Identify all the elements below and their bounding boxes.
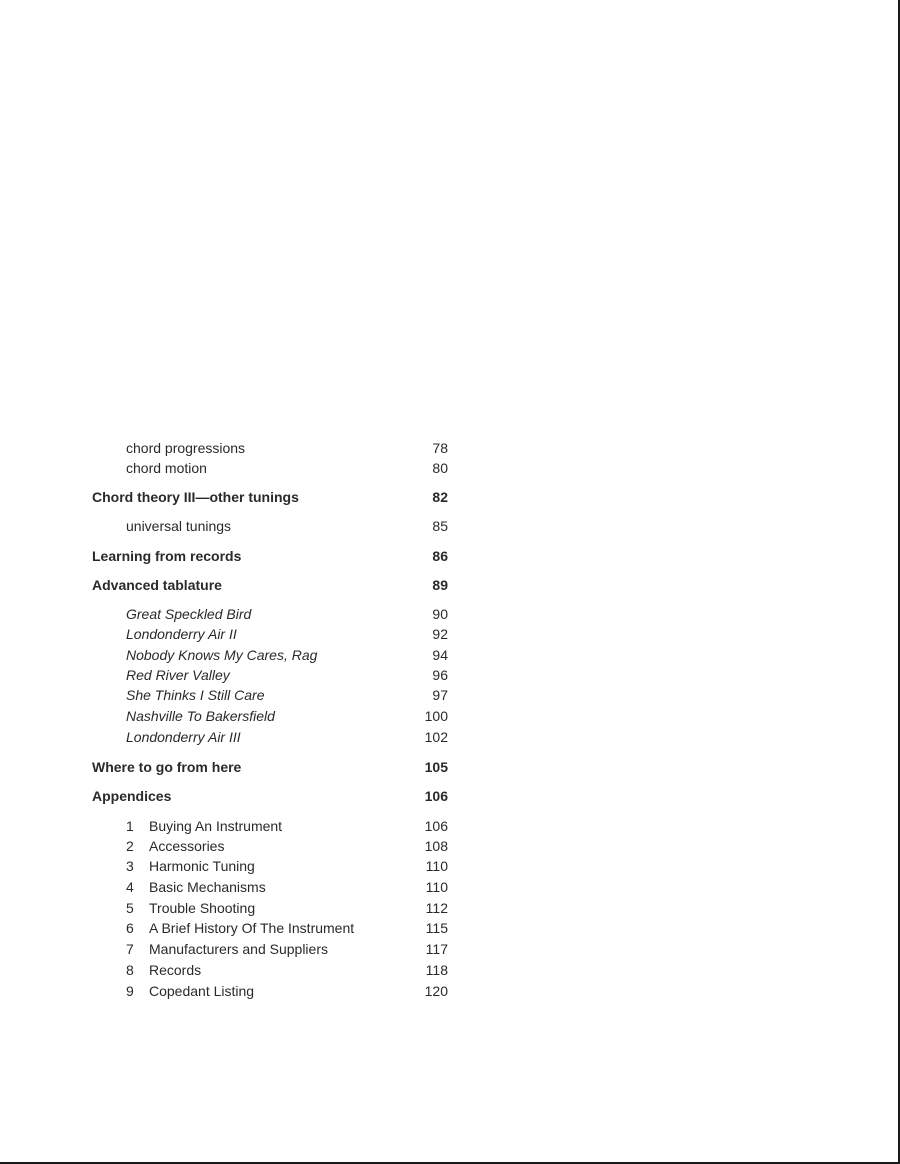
toc-entry-nashville-to-bakersfield [92, 706, 448, 726]
toc-entry-universal-tunings [92, 516, 448, 536]
appendix-page: 115 [425, 920, 448, 936]
appendix-page: 112 [425, 900, 448, 916]
toc-entry-label: chord progressions [126, 440, 246, 456]
toc-entry-page: 92 [432, 626, 448, 642]
toc-entry-label: chord motion [126, 460, 207, 476]
appendix-item [92, 898, 448, 918]
appendix-number: 3 [126, 858, 134, 874]
appendix-number: 2 [126, 838, 134, 854]
toc-entry-label: Learning from records [92, 548, 242, 564]
appendix-number: 4 [126, 879, 134, 895]
appendix-item [92, 918, 448, 938]
toc-entry-page: 78 [432, 440, 448, 456]
toc-entry-page: 90 [432, 606, 448, 622]
toc-entry-label: Nobody Knows My Cares, Rag [126, 647, 318, 663]
appendix-label: Harmonic Tuning [149, 858, 255, 874]
appendix-page: 108 [424, 838, 448, 854]
toc-entry-label: Appendices [92, 788, 172, 804]
toc-entry-page: 85 [432, 518, 448, 534]
appendix-item [92, 981, 448, 1001]
appendix-number: 6 [126, 920, 134, 936]
appendix-page: 110 [425, 879, 448, 895]
toc-entry-label: Chord theory III—other tunings [92, 489, 299, 505]
toc-entry-londonderry-air-ii [92, 624, 448, 644]
toc-entry-label: Nashville To Bakersfield [126, 708, 275, 724]
appendix-label: Basic Mechanisms [149, 879, 266, 895]
toc-entry-nobody-knows-my-cares [92, 645, 448, 665]
toc-entry-page: 86 [432, 548, 448, 564]
toc-entry-label: Great Speckled Bird [126, 606, 252, 622]
appendix-label: Buying An Instrument [149, 818, 283, 834]
toc-entry-advanced-tablature [92, 575, 448, 595]
toc-entry-great-speckled-bird [92, 604, 448, 624]
appendix-label: A Brief History Of The Instrument [149, 920, 355, 936]
toc-entry-page: 105 [424, 759, 448, 775]
toc-entry-page: 97 [432, 687, 448, 703]
appendix-item [92, 856, 448, 876]
toc-entry-label: Advanced tablature [92, 577, 222, 593]
appendix-label: Trouble Shooting [149, 900, 256, 916]
appendix-page: 106 [424, 818, 448, 834]
appendix-page: 117 [425, 941, 448, 957]
appendix-item [92, 877, 448, 897]
toc-entry-page: 96 [432, 667, 448, 683]
toc-entry-page: 106 [424, 788, 448, 804]
toc-entry-red-river-valley [92, 665, 448, 685]
appendix-label: Copedant Listing [149, 983, 255, 999]
toc-entry-chord-progressions [92, 438, 448, 458]
appendix-item [92, 816, 448, 836]
appendix-page: 120 [424, 983, 448, 999]
appendix-label: Manufacturers and Suppliers [149, 941, 328, 957]
toc-entry-learning-from-records [92, 546, 448, 566]
toc-entry-label: Where to go from here [92, 759, 242, 775]
appendix-number: 9 [126, 983, 134, 999]
toc-entry-page: 102 [424, 729, 448, 745]
toc-entry-label: Londonderry Air III [126, 729, 241, 745]
appendix-number: 7 [126, 941, 134, 957]
appendix-item [92, 960, 448, 980]
toc-entry-label: Londonderry Air II [126, 626, 237, 642]
toc-entry-label: She Thinks I Still Care [126, 687, 265, 703]
toc-entry-page: 89 [432, 577, 448, 593]
appendix-number: 8 [126, 962, 134, 978]
toc-entry-page: 80 [432, 460, 448, 476]
appendix-number: 5 [126, 900, 134, 916]
toc-entry-she-thinks-i-still-care [92, 685, 448, 705]
toc-entry-page: 94 [432, 647, 448, 663]
appendix-item [92, 939, 448, 959]
toc-entry-chord-motion [92, 458, 448, 478]
toc-entry-label: Red River Valley [126, 667, 230, 683]
toc-entry-label: universal tunings [126, 518, 232, 534]
appendix-item [92, 836, 448, 856]
toc-entry-page: 100 [424, 708, 448, 724]
toc-entry-londonderry-air-iii [92, 727, 448, 747]
toc-entry-chord-theory-iii [92, 487, 448, 507]
toc-entry-appendices [92, 786, 448, 806]
appendix-page: 118 [425, 962, 448, 978]
toc-entry-page: 82 [432, 489, 448, 505]
appendix-page: 110 [425, 858, 448, 874]
appendix-label: Records [149, 962, 202, 978]
toc-entry-where-to-go-from-here [92, 757, 448, 777]
appendix-label: Accessories [149, 838, 225, 854]
appendix-number: 1 [126, 818, 134, 834]
